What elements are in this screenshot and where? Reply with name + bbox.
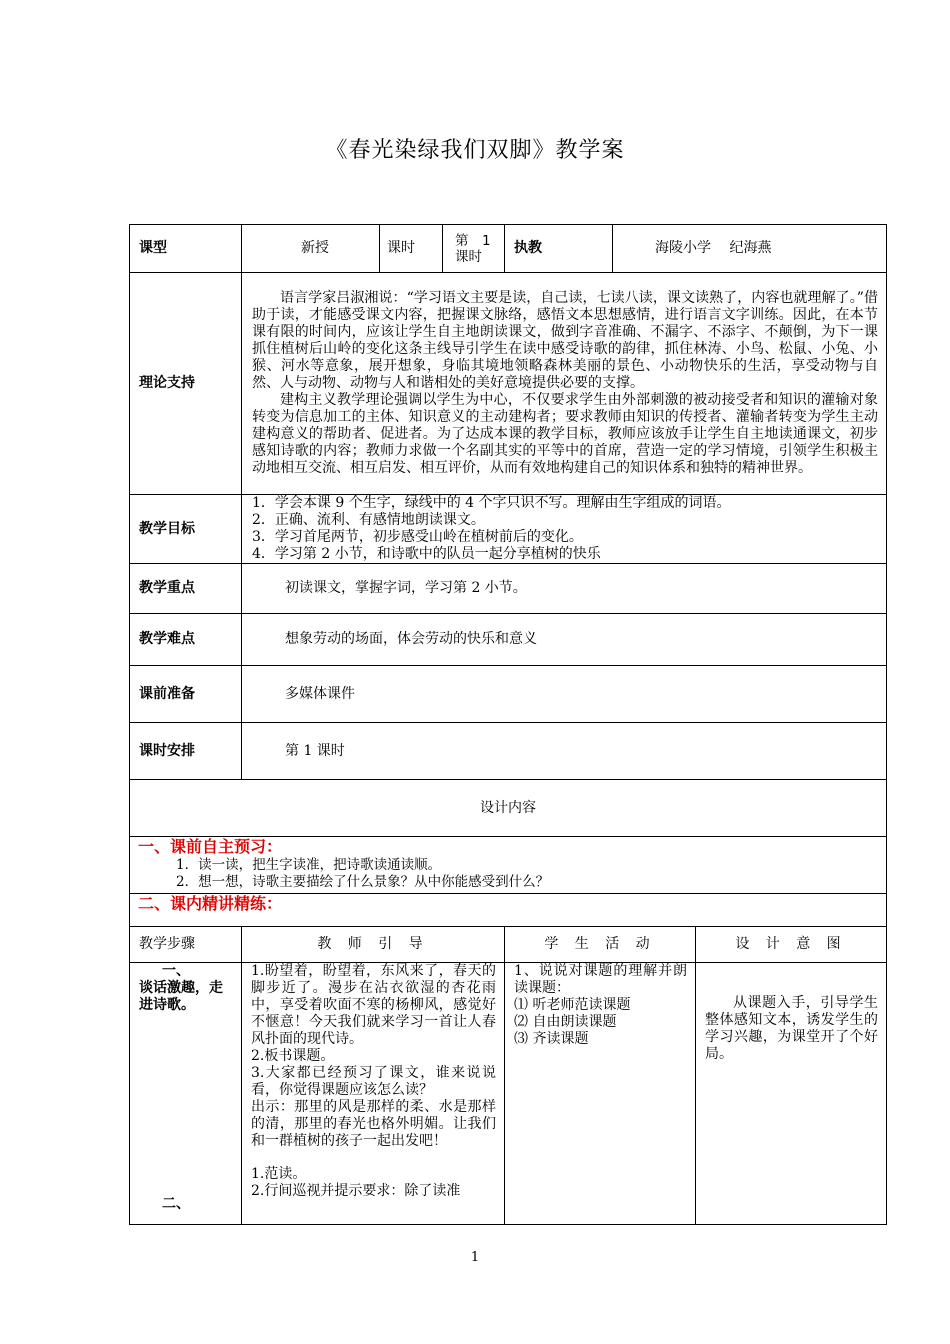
theory-paragraph: 语言学家吕淑湘说：“学习语文主要是读，自己读，七读八读，课文读熟了，内容也就理解了。”借助于读，才能感受课文内容，把握课文脉络，感悟文本思想感情，进行语言文字训练。因此，在本节课有限的时间内，应该让学生自主地朗读课文，做到字音准确、不漏字、不添字、不颠倒，为下一课抓住植树后山岭的变化这条主线导引学生在读中感受诗歌的韵律，抓住林涛、小鸟、松鼠、小兔、小猴、河水等意象，展开想象，身临其境地领略森林美丽的景色、小动物快乐的生活，享受动物与自然、人与动物、动物与人和谐相处的美好意境提供必要的支撑。 — [252, 290, 879, 391]
teacher-line: 2.板书课题。 — [251, 1048, 335, 1064]
student-line: ⑴ 听老师范读课题 — [514, 997, 631, 1013]
teacher-line: 1.盼望着，盼望着，东风来了，春天的脚步近了。漫步在沾衣欲湿的杏花雨中，享受着吹面不寒的杨柳风，感觉好不惬意！今天我们就来学习一首让人春风扑面的现代诗。 — [251, 963, 496, 1047]
step-title-number: 一、 — [162, 963, 190, 979]
type-label: 课型 — [130, 225, 242, 273]
period-label: 课时 — [380, 225, 443, 273]
student-line: ⑶ 齐读课题 — [514, 1031, 589, 1047]
section1-box — [130, 837, 887, 894]
preparation-value: 多媒体课件 — [242, 666, 887, 723]
steps-col-header: 教学步骤 — [130, 927, 242, 963]
goal-item: 1．学会本课 9 个生字，绿线中的 4 个字只识不写。理解由生字组成的词语。 — [252, 495, 731, 511]
intent-col-header: 设 计 意 图 — [696, 927, 887, 963]
student-activity — [505, 963, 696, 1225]
teacher-line: 1.范读。 — [251, 1166, 307, 1182]
teacher-line: 3.大家都已经预习了课文，谁来说说看，你觉得课题应该怎么读？ — [251, 1065, 496, 1098]
difficulties-row — [130, 614, 887, 666]
type-value: 新授 — [242, 225, 380, 273]
design-intent — [696, 963, 887, 1225]
section2-box — [130, 894, 887, 927]
teacher-line: 出示：那里的风是那样的柔、水是那样的清，那里的春光也格外明媚。让我们和一群植树的孩子一起出发吧！ — [251, 1099, 496, 1149]
preview-item: 2．想一想，诗歌主要描绘了什么景象？从中你能感受到什么？ — [176, 874, 550, 890]
steps-header-row — [130, 927, 887, 963]
goal-item: 2．正确、流利、有感情地朗读课文。 — [252, 512, 485, 528]
difficulties-label: 教学难点 — [130, 614, 242, 666]
theory-row — [130, 273, 887, 495]
theory-label: 理论支持 — [130, 273, 242, 495]
student-line: ⑵ 自由朗读课题 — [514, 1014, 617, 1030]
teacher-label: 执教 — [505, 225, 613, 273]
section2-row — [130, 894, 887, 927]
key-points-label: 教学重点 — [130, 564, 242, 614]
schedule-value: 第 1 课时 — [242, 723, 887, 780]
teacher-guidance — [242, 963, 505, 1225]
section1-row — [130, 837, 887, 894]
header-row — [130, 225, 887, 273]
theory-paragraph: 建构主义教学理论强调以学生为中心，不仅要求学生由外部刺激的被动接受者和知识的灌输对象转变为信息加工的主体、知识意义的主动建构者；要求教师由知识的传授者、灌输者转变为学生主动建构意义的帮助者、促进者。为了达成本课的教学目标，教师应该放手让学生自主地读通课文，初步感知诗歌的内容；教师力求做一个名副其实的平等中的首席，营造一定的学习情境，引领学生积极主动地相互交流、相互启发、相互评价，从而有效地构建自己的知识体系和独特的精神世界。 — [252, 392, 879, 476]
design-header-row — [130, 780, 887, 837]
goal-item: 4．学习第 2 小节，和诗歌中的队员一起分享植树的快乐 — [252, 546, 601, 562]
student-line: 1、说说对课题的理解并朗读课题： — [514, 963, 687, 996]
period-value-line1: 第 1 — [455, 232, 491, 249]
step-title — [130, 963, 242, 1225]
step-title-text: 谈话激趣，走进诗歌。 — [139, 980, 223, 1013]
design-intent-text: 从课题入手，引导学生整体感知文本，诱发学生的学习兴趣，为课堂开了个好局。 — [705, 995, 879, 1062]
steps-row — [130, 963, 887, 1225]
teacher-line-gap — [251, 1150, 496, 1166]
teacher-value: 海陵小学 纪海燕 — [613, 225, 887, 273]
period-value — [443, 225, 505, 273]
teacher-col-header: 教 师 引 导 — [242, 927, 505, 963]
preview-item: 1．读一读，把生字读准，把诗歌读通读顺。 — [176, 857, 442, 873]
goals-content — [242, 495, 887, 564]
goals-label: 教学目标 — [130, 495, 242, 564]
schedule-row — [130, 723, 887, 780]
page-number: 1 — [470, 1250, 480, 1265]
step2-title: 二、 — [162, 1196, 190, 1212]
student-col-header: 学 生 活 动 — [505, 927, 696, 963]
teacher-line: 2.行间巡视并提示要求：除了读准 — [251, 1183, 461, 1199]
theory-content — [242, 273, 887, 495]
preparation-row — [130, 666, 887, 723]
period-value-line2: 课时 — [455, 248, 482, 265]
section1-heading: 一、课前自主预习： — [138, 837, 283, 856]
design-header: 设计内容 — [130, 780, 887, 837]
goal-item: 3．学习首尾两节，初步感受山岭在植树前后的变化。 — [252, 529, 583, 545]
schedule-label: 课时安排 — [130, 723, 242, 780]
goals-row — [130, 495, 887, 564]
key-points-value: 初读课文，掌握字词，学习第 2 小节。 — [242, 564, 887, 614]
section2-heading: 二、课内精讲精练： — [138, 894, 283, 913]
difficulties-value: 想象劳动的场面，体会劳动的快乐和意义 — [242, 614, 887, 666]
preparation-label: 课前准备 — [130, 666, 242, 723]
key-points-row — [130, 564, 887, 614]
lesson-plan-table — [129, 224, 887, 1225]
document-title: 《春光染绿我们双脚》教学案 — [325, 138, 625, 163]
